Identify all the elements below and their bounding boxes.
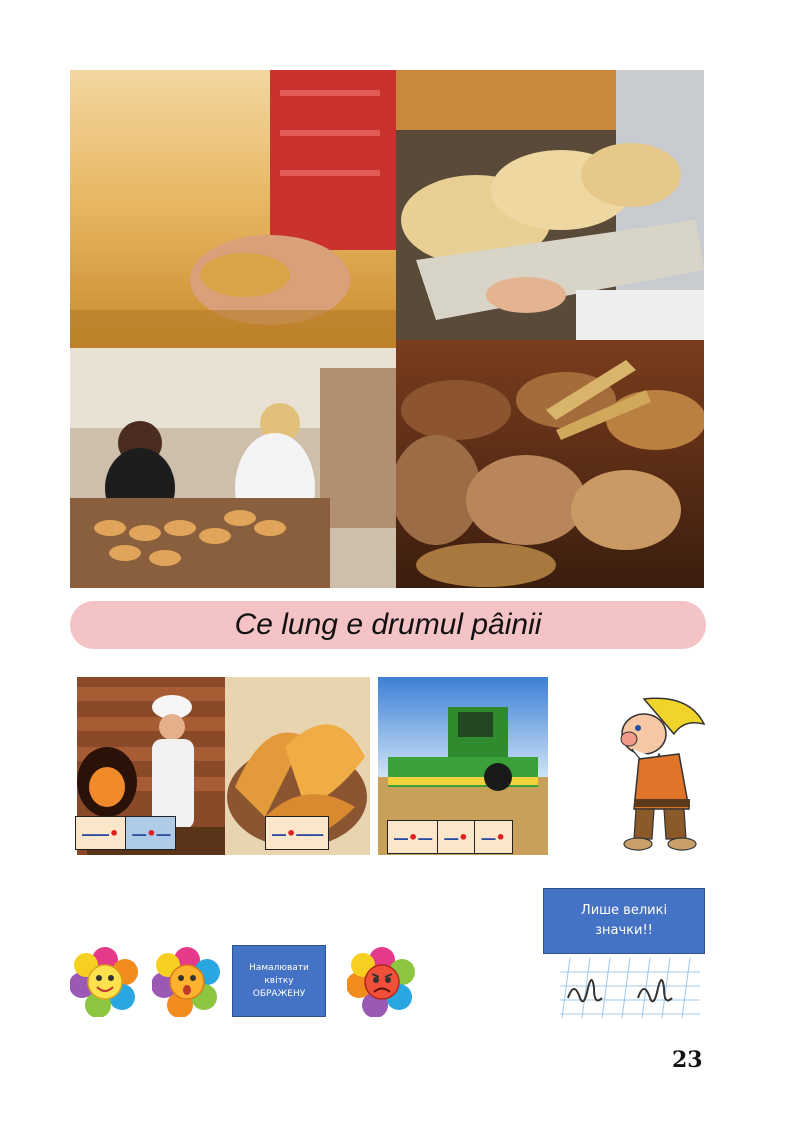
scheme-cell: ――• (76, 817, 126, 849)
scheme-cell: ―• (438, 821, 475, 853)
bakery-shop-photo (70, 348, 396, 588)
scheme-cell-highlighted: ―•― (126, 817, 175, 849)
handwriting-sample-icon (560, 958, 700, 1018)
baker-scheme (75, 816, 176, 850)
wheat-grain-photo (70, 70, 396, 348)
capital-only-note: Лише великі значки!! (543, 888, 705, 954)
surprised-flower-icon (152, 947, 222, 1017)
harvester-scheme (387, 820, 513, 854)
page-number: 23 (672, 1047, 703, 1073)
scheme-cell: ―• (481, 827, 505, 847)
page-title: Ce lung e drumul pâinii (234, 608, 542, 641)
bread-assortment-photo (396, 340, 704, 588)
scheme-cell: ―•―― (272, 823, 323, 843)
bread-oven-photo (396, 70, 704, 340)
draw-flower-note: Намалювати квітку ОБРАЖЕНУ (232, 945, 326, 1017)
happy-flower-icon (70, 947, 140, 1017)
thinking-gnome-icon (604, 694, 710, 854)
title-banner (70, 601, 706, 649)
scheme-cell: ―•― (388, 821, 438, 853)
angry-flower-icon (347, 947, 417, 1017)
croissant-scheme (265, 816, 329, 850)
